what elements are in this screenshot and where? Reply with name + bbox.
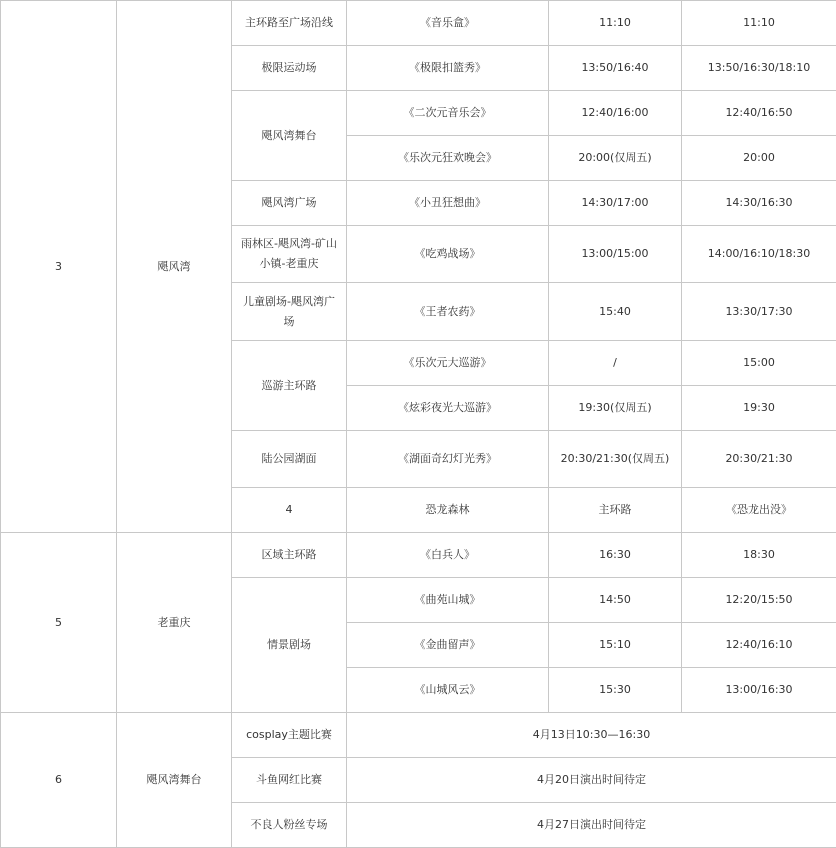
show-name-text: 《白兵人》 xyxy=(420,548,475,561)
friday-time-text: 13:50/16:40 xyxy=(581,61,649,74)
area-cell xyxy=(117,533,232,713)
area-text: 飓风湾 xyxy=(157,259,191,273)
weekend-time-cell xyxy=(682,533,836,578)
location-cell xyxy=(232,488,347,533)
weekend-time-text: 13:00/16:30 xyxy=(725,683,793,696)
show-name-cell xyxy=(347,136,549,181)
location-text: 飓风湾舞台 xyxy=(261,128,317,142)
location-cell xyxy=(232,578,347,713)
row-number-text: 5 xyxy=(55,615,62,629)
weekend-time-text: 20:00 xyxy=(743,151,775,164)
schedule-date-cell xyxy=(347,713,836,758)
weekend-time-cell xyxy=(682,181,836,226)
location-cell xyxy=(232,431,347,488)
show-name-cell xyxy=(347,226,549,283)
friday-time-cell xyxy=(549,533,682,578)
location-text: 儿童剧场-飓风湾广场 xyxy=(243,294,335,328)
friday-time-cell xyxy=(549,431,682,488)
friday-time-text: 19:30(仅周五) xyxy=(578,401,652,414)
friday-time-cell xyxy=(549,578,682,623)
location-cell xyxy=(232,533,347,578)
show-name-text: 《乐次元大巡游》 xyxy=(403,356,492,369)
friday-time-cell xyxy=(549,488,682,533)
show-name-text: 《炫彩夜光大巡游》 xyxy=(398,401,497,414)
weekend-time-text: 19:30 xyxy=(743,401,775,414)
show-name-cell xyxy=(347,431,549,488)
show-name-text: 《音乐盒》 xyxy=(420,16,475,29)
location-text: 飓风湾广场 xyxy=(261,196,317,209)
location-cell xyxy=(232,46,347,91)
location-text: 巡游主环路 xyxy=(261,378,317,392)
weekend-time-text: 12:40/16:10 xyxy=(725,638,793,651)
location-cell xyxy=(232,181,347,226)
location-text: 主环路至广场沿线 xyxy=(245,16,333,29)
location-text: 情景剧场 xyxy=(267,638,311,651)
weekend-time-text: 18:30 xyxy=(743,548,775,561)
weekend-time-text: 14:00/16:10/18:30 xyxy=(707,247,811,260)
location-cell xyxy=(232,1,347,46)
row-number-cell xyxy=(1,1,117,533)
weekend-time-text: 15:00 xyxy=(743,356,775,369)
show-name-cell xyxy=(347,181,549,226)
show-name-text: 恐龙森林 xyxy=(425,503,470,516)
weekend-time-cell xyxy=(682,1,836,46)
weekend-time-cell xyxy=(682,341,836,386)
show-name-text: 《山城风云》 xyxy=(414,683,481,696)
weekend-time-cell xyxy=(682,386,836,431)
schedule-date-cell xyxy=(347,803,836,848)
location-text: 斗鱼网红比赛 xyxy=(256,773,322,786)
location-cell xyxy=(232,91,347,181)
area-cell xyxy=(117,713,232,848)
friday-time-cell xyxy=(549,91,682,136)
weekend-time-cell xyxy=(682,226,836,283)
weekend-time-text: 12:20/15:50 xyxy=(725,593,793,606)
friday-time-cell xyxy=(549,386,682,431)
location-cell xyxy=(232,713,347,758)
weekend-time-cell xyxy=(682,431,836,488)
friday-time-cell xyxy=(549,623,682,668)
show-name-cell xyxy=(347,1,549,46)
friday-time-text: 14:30/17:00 xyxy=(581,196,649,209)
area-cell xyxy=(117,1,232,533)
friday-time-text: 13:00/15:00 xyxy=(581,247,649,260)
table-row xyxy=(1,1,836,46)
friday-time-cell xyxy=(549,341,682,386)
location-text: cosplay主题比赛 xyxy=(246,728,332,741)
location-cell xyxy=(232,226,347,283)
weekend-time-cell xyxy=(682,578,836,623)
show-name-text: 《小丑狂想曲》 xyxy=(409,196,486,209)
friday-time-text: 15:10 xyxy=(599,638,631,651)
show-name-cell xyxy=(347,488,549,533)
friday-time-text: 12:40/16:00 xyxy=(581,106,649,119)
friday-time-text: / xyxy=(613,356,617,369)
location-text: 陆公园湖面 xyxy=(261,452,317,465)
friday-time-cell xyxy=(549,668,682,713)
friday-time-text: 15:40 xyxy=(599,304,631,318)
location-text: 雨林区-飓风湾-矿山小镇-老重庆 xyxy=(241,237,337,270)
location-cell xyxy=(232,283,347,341)
friday-time-cell xyxy=(549,136,682,181)
location-text: 4 xyxy=(285,503,293,516)
show-name-cell xyxy=(347,341,549,386)
show-name-text: 《曲苑山城》 xyxy=(414,593,481,606)
weekend-time-cell xyxy=(682,623,836,668)
schedule-date-text: 4月20日演出时间待定 xyxy=(537,773,646,786)
weekend-time-cell xyxy=(682,283,836,341)
show-name-text: 《王者农药》 xyxy=(414,304,481,318)
schedule-date-text: 4月27日演出时间待定 xyxy=(537,818,646,831)
show-name-cell xyxy=(347,668,549,713)
show-name-text: 《极限扣篮秀》 xyxy=(409,61,486,74)
location-cell xyxy=(232,758,347,803)
friday-time-text: 15:30 xyxy=(599,683,631,696)
weekend-time-text: 13:30/17:30 xyxy=(725,304,793,318)
weekend-time-cell xyxy=(682,91,836,136)
weekend-time-cell xyxy=(682,668,836,713)
show-name-cell xyxy=(347,91,549,136)
show-name-text: 《乐次元狂欢晚会》 xyxy=(398,151,497,164)
friday-time-cell xyxy=(549,181,682,226)
show-name-text: 《金曲留声》 xyxy=(414,638,481,651)
location-cell xyxy=(232,803,347,848)
schedule-date-cell xyxy=(347,758,836,803)
weekend-time-text: 12:40/16:50 xyxy=(725,106,793,119)
weekend-time-cell xyxy=(682,46,836,91)
weekend-time-text: 20:30/21:30 xyxy=(725,452,793,465)
weekend-time-cell xyxy=(682,488,836,533)
show-name-cell xyxy=(347,578,549,623)
show-name-cell xyxy=(347,386,549,431)
show-name-cell xyxy=(347,623,549,668)
weekend-time-cell xyxy=(682,136,836,181)
location-text: 不良人粉丝专场 xyxy=(250,818,328,831)
friday-time-text: 20:00(仅周五) xyxy=(578,151,652,164)
show-name-text: 《湖面奇幻灯光秀》 xyxy=(398,452,497,465)
location-text: 区域主环路 xyxy=(261,548,317,561)
area-text: 飓风湾舞台 xyxy=(146,773,202,786)
location-text: 极限运动场 xyxy=(261,61,317,74)
show-name-cell xyxy=(347,283,549,341)
friday-time-text: 主环路 xyxy=(598,503,632,516)
row-number-cell xyxy=(1,533,117,713)
weekend-time-text: 14:30/16:30 xyxy=(725,196,793,209)
weekend-time-text: 11:10 xyxy=(743,16,775,29)
show-name-text: 《吃鸡战场》 xyxy=(414,247,481,260)
show-name-cell xyxy=(347,46,549,91)
friday-time-cell xyxy=(549,46,682,91)
friday-time-text: 14:50 xyxy=(599,593,631,606)
table-row xyxy=(1,713,836,758)
weekend-time-text: 13:50/16:30/18:10 xyxy=(707,61,811,74)
schedule-date-text: 4月13日10:30—16:30 xyxy=(532,728,651,741)
friday-time-cell xyxy=(549,226,682,283)
area-text: 老重庆 xyxy=(157,615,191,629)
friday-time-text: 11:10 xyxy=(599,16,631,29)
friday-time-text: 20:30/21:30(仅周五) xyxy=(560,452,670,465)
row-number-text: 6 xyxy=(55,773,62,786)
friday-time-cell xyxy=(549,1,682,46)
table-row xyxy=(1,533,836,578)
friday-time-cell xyxy=(549,283,682,341)
show-name-cell xyxy=(347,533,549,578)
friday-time-text: 16:30 xyxy=(599,548,631,561)
row-number-cell xyxy=(1,713,117,848)
location-cell xyxy=(232,341,347,431)
show-name-text: 《二次元音乐会》 xyxy=(403,106,492,119)
schedule-table-body xyxy=(1,1,836,848)
weekend-time-text: 《恐龙出没》 xyxy=(726,503,792,516)
row-number-text: 3 xyxy=(55,259,62,273)
